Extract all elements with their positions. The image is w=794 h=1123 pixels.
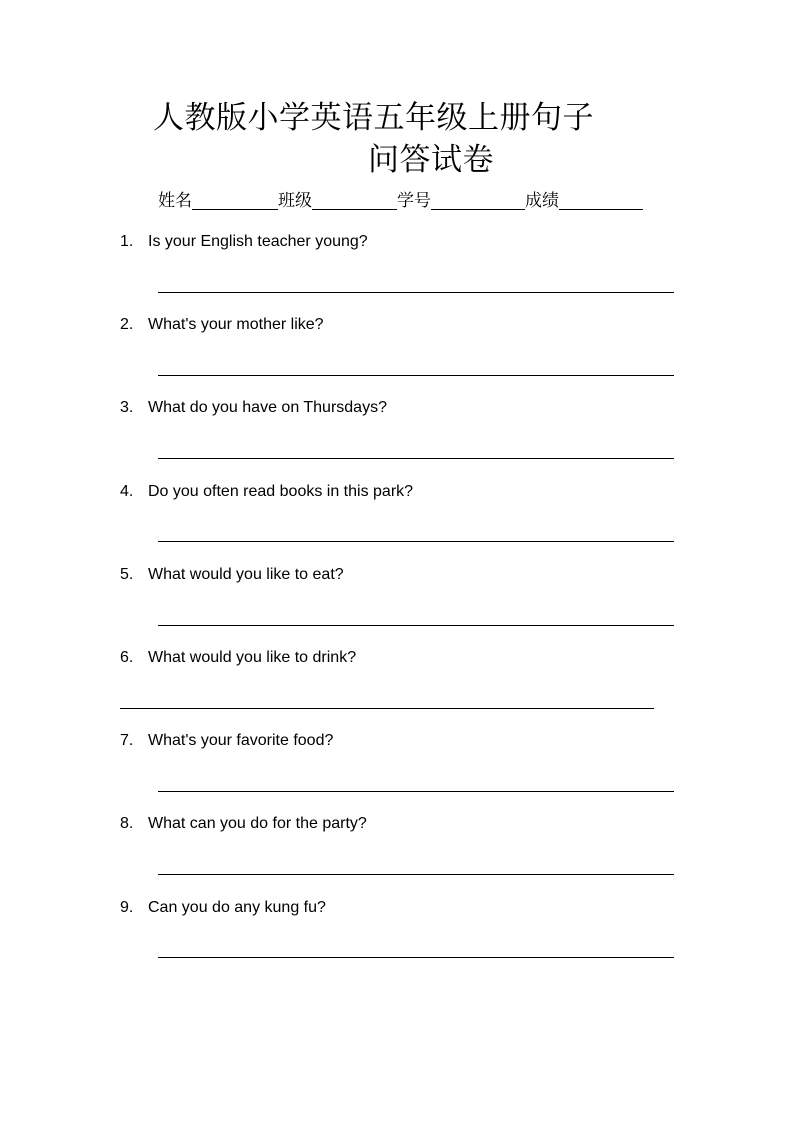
question-item: [0, 647, 794, 677]
worksheet-title-line-2: 问答试卷: [368, 142, 494, 178]
question-item: [0, 397, 794, 427]
question-text: What do you have on Thursdays?: [148, 399, 387, 416]
question-text: Can you do any kung fu?: [148, 899, 326, 916]
question-number: 8.: [120, 815, 134, 832]
answer-line[interactable]: [158, 541, 674, 542]
answer-line[interactable]: [158, 375, 674, 376]
answer-line[interactable]: [158, 791, 674, 792]
question-number: 7.: [120, 732, 134, 749]
question-text: What can you do for the party?: [148, 815, 367, 832]
question-number: 9.: [120, 899, 134, 916]
answer-line[interactable]: [158, 957, 674, 958]
question-text: What's your mother like?: [148, 316, 324, 333]
student-id-label: 学号: [397, 191, 431, 211]
question-number: 6.: [120, 649, 134, 666]
question-number: 1.: [120, 233, 134, 250]
question-text: What's your favorite food?: [148, 732, 334, 749]
student-info-row: [158, 188, 643, 212]
score-blank[interactable]: [559, 191, 643, 210]
answer-line[interactable]: [158, 874, 674, 875]
question-text: What would you like to eat?: [148, 566, 344, 583]
question-item: [0, 564, 794, 594]
question-item: [0, 231, 794, 261]
answer-line[interactable]: [158, 458, 674, 459]
question-text: What would you like to drink?: [148, 649, 357, 666]
class-blank[interactable]: [312, 191, 397, 210]
question-item: [0, 314, 794, 344]
question-number: 4.: [120, 483, 134, 500]
worksheet-title-line-1: 人教版小学英语五年级上册句子: [153, 100, 594, 136]
question-text: Do you often read books in this park?: [148, 483, 414, 500]
question-item: [0, 730, 794, 760]
question-item: [0, 897, 794, 927]
question-text: Is your English teacher young?: [148, 233, 368, 250]
class-label: 班级: [278, 191, 312, 211]
question-item: [0, 813, 794, 843]
question-number: 2.: [120, 316, 134, 333]
name-blank[interactable]: [192, 191, 278, 210]
score-label: 成绩: [525, 191, 559, 211]
answer-line[interactable]: [120, 708, 654, 709]
question-number: 3.: [120, 399, 134, 416]
answer-line[interactable]: [158, 292, 674, 293]
question-number: 5.: [120, 566, 134, 583]
name-label: 姓名: [158, 191, 192, 211]
question-item: [0, 481, 794, 511]
student-id-blank[interactable]: [431, 191, 525, 210]
answer-line[interactable]: [158, 625, 674, 626]
